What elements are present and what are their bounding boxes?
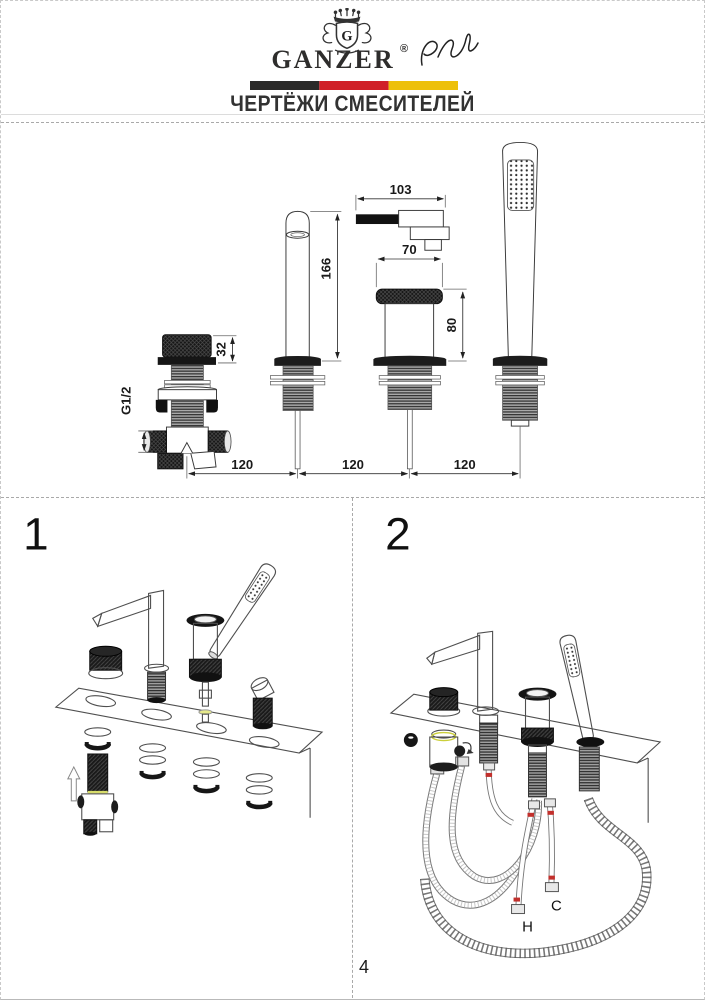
spout-riser-view: [270, 211, 324, 468]
cold-water-label: C: [551, 897, 562, 915]
installation-step-1: [1, 498, 352, 998]
mixer-dimension-drawing: [1, 123, 704, 497]
flex-hose-b: [452, 757, 538, 881]
step-number-2: 2: [385, 507, 411, 560]
valve-handle-part: [89, 646, 123, 678]
diverter-view: [373, 289, 446, 469]
brand-name: GANZER: [271, 45, 395, 74]
page-title: ЧЕРТЁЖИ СМЕСИТЕЛЕЙ: [230, 91, 475, 116]
insert-direction-arrow-icon: [68, 767, 80, 801]
exploded-assembly-diagram: [1, 498, 352, 998]
handshower-part: [205, 561, 278, 661]
stripe-red: [319, 81, 388, 90]
crest-letter: G: [341, 28, 353, 45]
dim-spout-height: 166: [318, 257, 334, 280]
dim-thread-size: G1/2: [118, 386, 134, 416]
dim-spacing-1: 120: [231, 456, 254, 472]
diverter-part: [186, 614, 224, 722]
diverter-shank: [529, 745, 547, 797]
dim-spacing-2: 120: [342, 456, 364, 472]
flex-hose-a: [426, 765, 533, 905]
dim-diverter-width: 70: [402, 242, 417, 258]
valve-handle-mounted: [428, 688, 460, 716]
dim-handle-height: 32: [213, 342, 229, 357]
valve-body-part: [77, 728, 118, 836]
step-number-1: 1: [23, 507, 49, 560]
registered-trademark: ®: [400, 43, 409, 55]
technical-drawing-section: [1, 123, 704, 498]
page-number: 4: [359, 957, 370, 977]
diverter-mounted: [519, 688, 557, 747]
bath-deck: [56, 688, 322, 818]
installation-step-2: [352, 498, 705, 998]
installation-section: [1, 498, 704, 998]
dim-spacing-3: 120: [453, 456, 476, 472]
hose-connection-diagram: [353, 498, 705, 998]
spout-connection-hose: [484, 763, 513, 823]
spout-height-dimension: [310, 211, 341, 361]
cold-supply-hose: [544, 799, 562, 915]
hot-water-label: H: [522, 918, 533, 936]
spout-reach-dimension: [356, 182, 445, 211]
brand-flag-stripe: [250, 81, 458, 90]
hole-spacing-dimensions: [187, 426, 520, 478]
washer-nut-stacks: [140, 744, 273, 807]
stripe-yellow: [389, 81, 458, 90]
plug-knob: [404, 733, 418, 747]
signature-icon: [414, 25, 486, 79]
stripe-black: [250, 81, 319, 90]
handshower-view: [493, 142, 547, 426]
spout-shank: [480, 715, 498, 763]
shower-holder-part: [249, 675, 274, 729]
handshower-mounted: [559, 634, 605, 791]
page-header: [1, 1, 704, 123]
dim-spout-reach: 103: [389, 181, 412, 197]
dim-diverter-height: 80: [443, 317, 459, 333]
